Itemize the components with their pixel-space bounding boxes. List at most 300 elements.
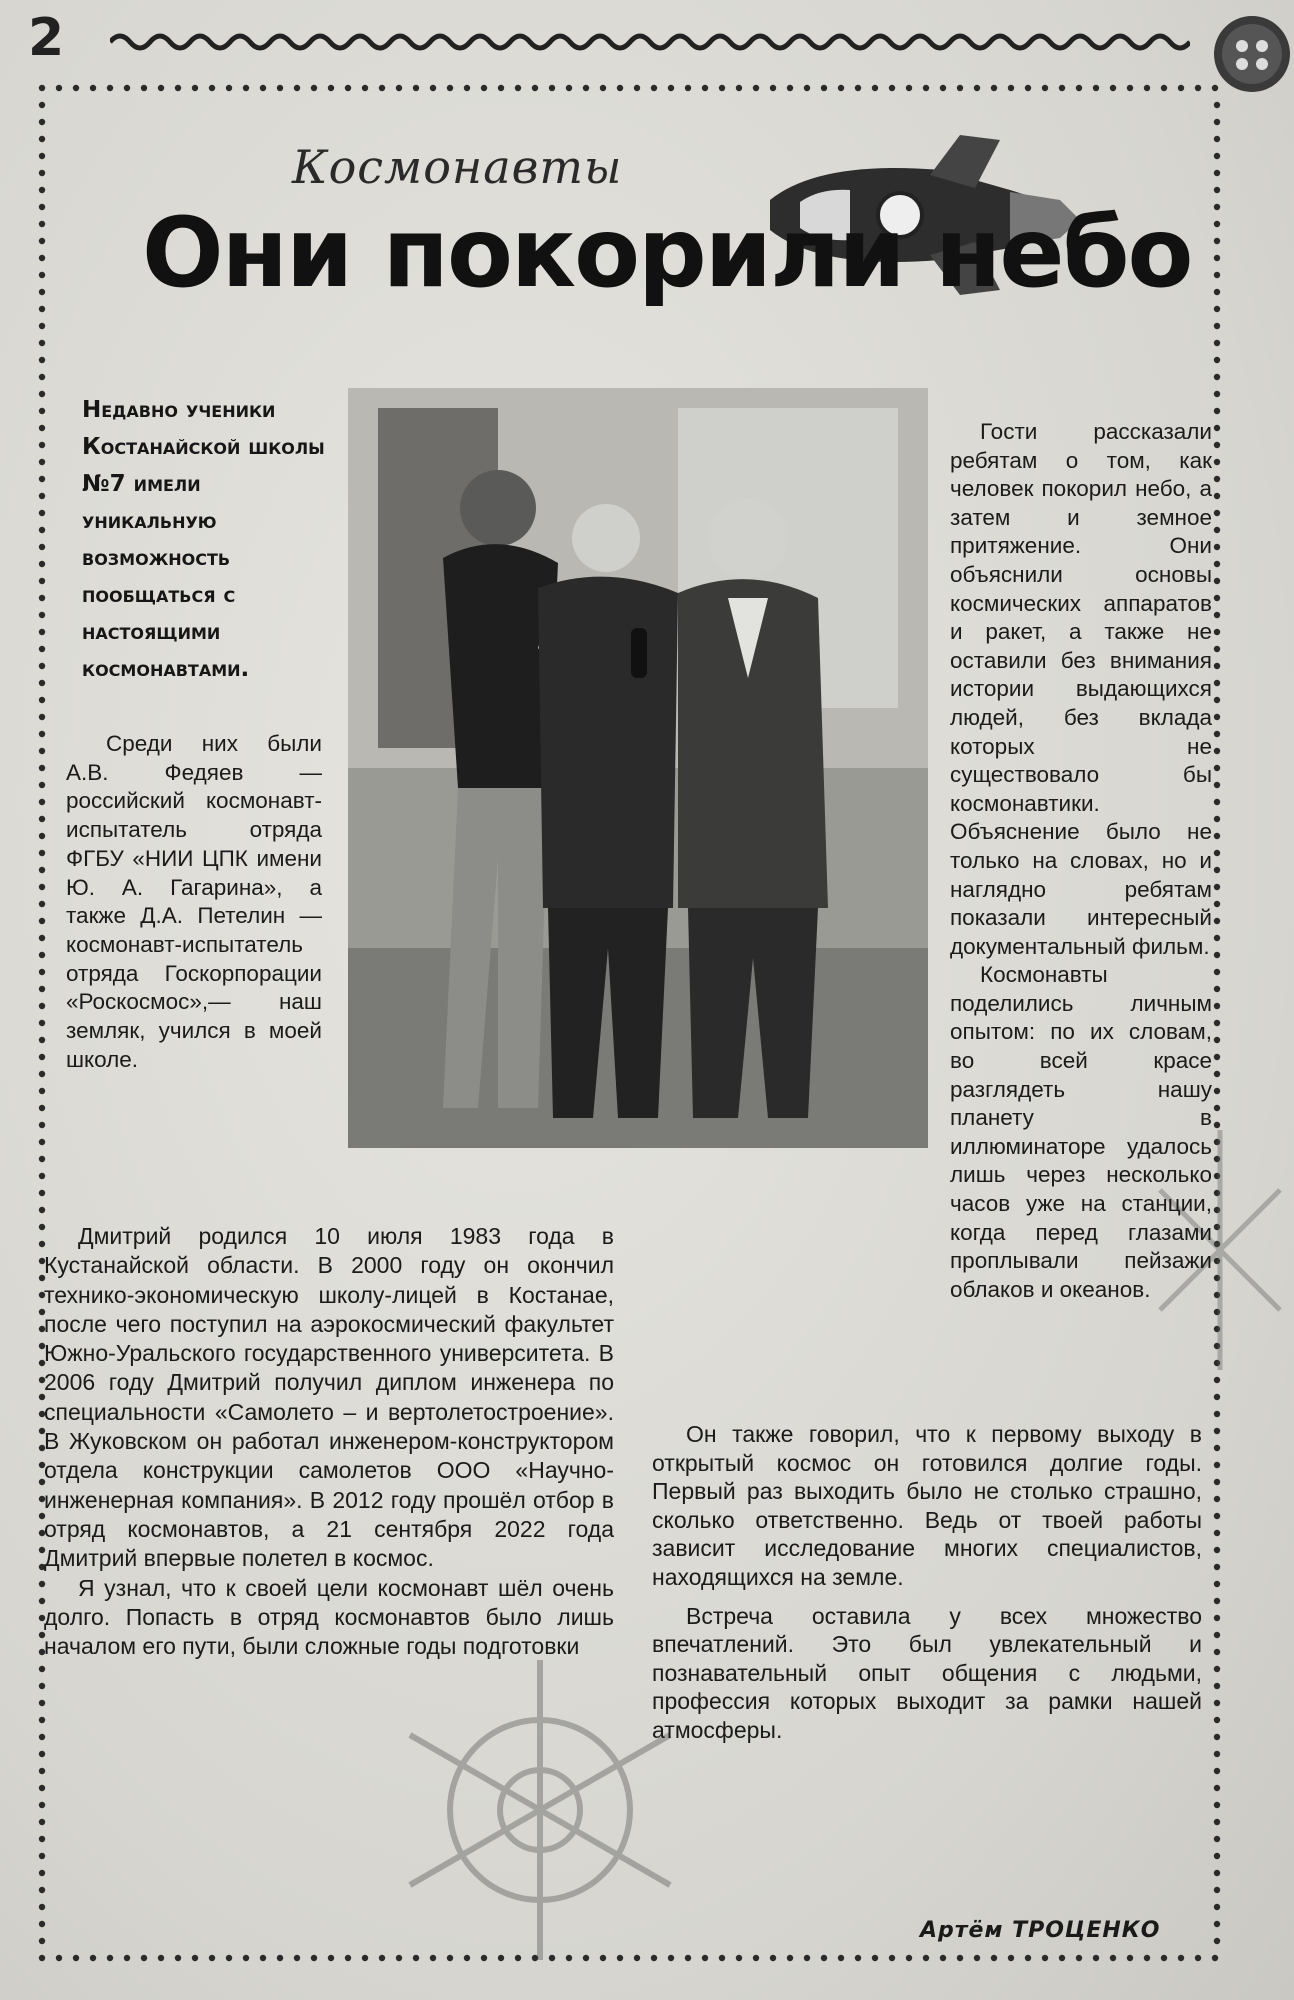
wavy-rule xyxy=(110,22,1190,62)
frame-dot xyxy=(1214,459,1220,465)
frame-dot xyxy=(39,170,45,176)
frame-dot xyxy=(600,85,606,91)
frame-dot xyxy=(90,85,96,91)
frame-dot xyxy=(1214,1020,1220,1026)
frame-dot xyxy=(1214,425,1220,431)
frame-dot xyxy=(974,85,980,91)
frame-dot xyxy=(770,1955,776,1961)
frame-dot xyxy=(1214,238,1220,244)
frame-dot xyxy=(753,1955,759,1961)
frame-dot xyxy=(1214,1394,1220,1400)
frame-dot xyxy=(719,1955,725,1961)
frame-dot xyxy=(906,1955,912,1961)
frame-dot xyxy=(464,85,470,91)
frame-dot xyxy=(804,1955,810,1961)
author-byline: Артём ТРОЦЕНКО xyxy=(920,1918,1161,1943)
frame-dot xyxy=(39,612,45,618)
frame-dot xyxy=(447,85,453,91)
frame-dot xyxy=(1214,1938,1220,1944)
frame-dot xyxy=(515,85,521,91)
frame-dot xyxy=(1214,1666,1220,1672)
frame-dot xyxy=(974,1955,980,1961)
frame-dot xyxy=(1214,816,1220,822)
frame-dot xyxy=(1214,408,1220,414)
frame-dot xyxy=(1214,1683,1220,1689)
frame-dot xyxy=(39,782,45,788)
frame-dot xyxy=(277,1955,283,1961)
frame-dot xyxy=(39,153,45,159)
frame-dot xyxy=(838,85,844,91)
frame-dot xyxy=(158,85,164,91)
frame-dot xyxy=(345,1955,351,1961)
frame-dot xyxy=(1214,1853,1220,1859)
frame-dot xyxy=(1214,1836,1220,1842)
frame-dot xyxy=(702,85,708,91)
frame-dot xyxy=(311,1955,317,1961)
frame-dot xyxy=(39,1819,45,1825)
frame-dot xyxy=(379,85,385,91)
frame-dot xyxy=(1076,1955,1082,1961)
frame-dot xyxy=(39,1734,45,1740)
frame-dot xyxy=(1214,1003,1220,1009)
frame-dot xyxy=(1161,1955,1167,1961)
frame-dot xyxy=(1214,1088,1220,1094)
frame-dot xyxy=(1214,323,1220,329)
frame-dot xyxy=(1214,850,1220,856)
frame-dot xyxy=(39,595,45,601)
frame-dot xyxy=(39,935,45,941)
frame-dot xyxy=(1214,1496,1220,1502)
frame-dot xyxy=(1214,1547,1220,1553)
frame-dot xyxy=(1214,374,1220,380)
frame-dot xyxy=(838,1955,844,1961)
frame-dot xyxy=(1214,306,1220,312)
frame-dot xyxy=(226,85,232,91)
frame-dot xyxy=(1214,663,1220,669)
paragraph: Гости рассказали ребятам о том, как человек покорил небо, а затем и земное притяжение. Они объяснили основы космических аппаратов и ракет, а также не оставили без внимания истории выдающихся людей, без вклада которых не существовало бы космонавтики. Объяснение было не только на словах, но и наглядно ребятам показали интересный документальный фильм. xyxy=(950,419,1212,959)
frame-dot xyxy=(39,765,45,771)
paragraph: Среди них были А.В. Федяев — российский космонавт-испытатель отряда ФГБУ «НИИ ЦПК имени Ю. А. Гагарина», а также Д.А. Петелин — космонавт-испытатель отряда Госкорпорации «Роскосмос»,— наш земляк, учился в моей школе. xyxy=(66,731,322,1072)
frame-dot xyxy=(1214,1598,1220,1604)
frame-dot xyxy=(940,1955,946,1961)
frame-dot xyxy=(294,85,300,91)
frame-dot xyxy=(1214,833,1220,839)
frame-dot xyxy=(685,85,691,91)
frame-dot xyxy=(1214,357,1220,363)
frame-dot xyxy=(39,799,45,805)
frame-dot xyxy=(39,476,45,482)
frame-dot xyxy=(1214,1462,1220,1468)
frame-dot xyxy=(1214,102,1220,108)
frame-dot xyxy=(719,85,725,91)
frame-dot xyxy=(1214,1819,1220,1825)
frame-dot xyxy=(1214,391,1220,397)
frame-dot xyxy=(73,1955,79,1961)
cosmonauts-photo xyxy=(348,388,928,1148)
frame-dot xyxy=(1214,527,1220,533)
frame-dot xyxy=(39,272,45,278)
frame-dot xyxy=(39,748,45,754)
frame-dot xyxy=(39,510,45,516)
frame-dot xyxy=(583,85,589,91)
frame-dot xyxy=(1214,187,1220,193)
frame-dot xyxy=(39,102,45,108)
frame-dot xyxy=(1214,629,1220,635)
frame-dot xyxy=(56,85,62,91)
frame-dot xyxy=(39,1853,45,1859)
frame-dot xyxy=(141,85,147,91)
frame-dot xyxy=(39,1717,45,1723)
frame-dot xyxy=(39,1921,45,1927)
frame-dot xyxy=(192,85,198,91)
frame-dot xyxy=(1214,255,1220,261)
frame-dot xyxy=(1214,1581,1220,1587)
frame-dot xyxy=(1214,1649,1220,1655)
frame-dot xyxy=(311,85,317,91)
frame-dot xyxy=(39,425,45,431)
frame-dot xyxy=(39,901,45,907)
frame-dot xyxy=(787,1955,793,1961)
frame-dot xyxy=(1214,493,1220,499)
frame-dot xyxy=(1214,1037,1220,1043)
frame-dot xyxy=(39,357,45,363)
frame-dot xyxy=(1214,782,1220,788)
paragraph: Дмитрий родился 10 июля 1983 года в Кустанайской области. В 2000 году он окончил технико-экономическую школу-лицей в Костанае, после чего поступил на аэрокосмический факультет Южно-Уральского государственного университета. В 2006 году Дмитрий получил диплом инженера по специальности «Самолето – и вертолетостроение». В Жуковском он работал инженером-конструктором отдела конструкции самолетов ООО «Научно-инженерная компания». В 2012 году прошёл отбор в отряд космонавтов, а 21 сентября 2022 года Дмитрий впервые полетел в космос. xyxy=(44,1223,614,1572)
frame-dot xyxy=(39,221,45,227)
frame-dot xyxy=(872,85,878,91)
frame-dot xyxy=(1214,578,1220,584)
frame-dot xyxy=(39,578,45,584)
frame-dot xyxy=(1214,136,1220,142)
frame-dot xyxy=(39,1054,45,1060)
column-text xyxy=(950,418,1212,1304)
frame-dot xyxy=(889,1955,895,1961)
frame-dot xyxy=(39,867,45,873)
frame-dot xyxy=(39,1938,45,1944)
frame-dot xyxy=(73,85,79,91)
frame-dot xyxy=(1214,1411,1220,1417)
frame-dot xyxy=(209,1955,215,1961)
frame-dot xyxy=(1214,1445,1220,1451)
frame-dot xyxy=(1195,85,1201,91)
frame-dot xyxy=(39,850,45,856)
frame-dot xyxy=(1214,1734,1220,1740)
frame-dot xyxy=(39,1751,45,1757)
frame-dot xyxy=(481,85,487,91)
frame-dot xyxy=(39,204,45,210)
frame-dot xyxy=(736,85,742,91)
frame-dot xyxy=(124,1955,130,1961)
frame-dot xyxy=(141,1955,147,1961)
frame-dot xyxy=(1076,85,1082,91)
frame-dot xyxy=(124,85,130,91)
frame-dot xyxy=(1214,612,1220,618)
frame-dot xyxy=(1214,1479,1220,1485)
frame-dot xyxy=(1214,1751,1220,1757)
frame-dot xyxy=(1178,1955,1184,1961)
lead-paragraph: Недавно ученики Костанайской школы №7 имели уникальную возможность пообщаться с настоящими космонавтами. xyxy=(82,397,325,682)
frame-dot xyxy=(1059,1955,1065,1961)
frame-dot xyxy=(1214,1513,1220,1519)
frame-dot xyxy=(617,85,623,91)
frame-dot xyxy=(39,544,45,550)
frame-dot xyxy=(1214,561,1220,567)
frame-dot xyxy=(39,646,45,652)
frame-dot xyxy=(345,85,351,91)
column-text xyxy=(44,1222,614,1661)
frame-dot xyxy=(396,85,402,91)
section-label: Космонавты xyxy=(292,140,623,194)
frame-dot xyxy=(1025,1955,1031,1961)
frame-dot xyxy=(39,238,45,244)
frame-dot xyxy=(260,85,266,91)
frame-dot xyxy=(39,1904,45,1910)
frame-dot xyxy=(1214,1921,1220,1927)
frame-dot xyxy=(1212,85,1218,91)
frame-dot xyxy=(1093,85,1099,91)
frame-dot xyxy=(1214,646,1220,652)
frame-dot xyxy=(39,1020,45,1026)
headline: Они покорили небо xyxy=(142,197,1192,309)
frame-dot xyxy=(1214,867,1220,873)
frame-dot xyxy=(651,85,657,91)
frame-dot xyxy=(1214,748,1220,754)
frame-dot xyxy=(39,391,45,397)
frame-dot xyxy=(940,85,946,91)
frame-dot xyxy=(787,85,793,91)
frame-dot xyxy=(1214,289,1220,295)
frame-dot xyxy=(39,1190,45,1196)
frame-dot xyxy=(1214,969,1220,975)
frame-dot xyxy=(957,1955,963,1961)
frame-dot xyxy=(39,1683,45,1689)
frame-dot xyxy=(804,85,810,91)
frame-dot xyxy=(1059,85,1065,91)
frame-dot xyxy=(39,493,45,499)
frame-dot xyxy=(889,85,895,91)
frame-dot xyxy=(736,1955,742,1961)
frame-dot xyxy=(39,884,45,890)
frame-dot xyxy=(39,1768,45,1774)
frame-dot xyxy=(1214,1071,1220,1077)
frame-dot xyxy=(957,85,963,91)
frame-dot xyxy=(1214,697,1220,703)
frame-dot xyxy=(1214,119,1220,125)
frame-dot xyxy=(1025,85,1031,91)
frame-dot xyxy=(1008,85,1014,91)
frame-dot xyxy=(39,680,45,686)
frame-dot xyxy=(1214,1717,1220,1723)
frame-dot xyxy=(668,85,674,91)
frame-dot xyxy=(107,1955,113,1961)
frame-dot xyxy=(702,1955,708,1961)
frame-dot xyxy=(39,323,45,329)
frame-dot xyxy=(39,119,45,125)
frame-dot xyxy=(175,85,181,91)
frame-dot xyxy=(1214,204,1220,210)
frame-dot xyxy=(39,1870,45,1876)
frame-dot xyxy=(923,1955,929,1961)
frame-dot xyxy=(107,85,113,91)
frame-dot xyxy=(39,714,45,720)
frame-dot xyxy=(39,442,45,448)
frame-dot xyxy=(498,85,504,91)
frame-dot xyxy=(1214,1870,1220,1876)
frame-dot xyxy=(1214,272,1220,278)
frame-dot xyxy=(872,1955,878,1961)
frame-dot xyxy=(39,952,45,958)
frame-dot xyxy=(1214,986,1220,992)
frame-dot xyxy=(39,255,45,261)
frame-dot xyxy=(39,1207,45,1213)
frame-dot xyxy=(294,1955,300,1961)
frame-dot xyxy=(1214,1564,1220,1570)
frame-dot xyxy=(39,136,45,142)
frame-dot xyxy=(1214,1428,1220,1434)
frame-dot xyxy=(1214,442,1220,448)
frame-dot xyxy=(413,85,419,91)
frame-dot xyxy=(1144,1955,1150,1961)
frame-dot xyxy=(1110,85,1116,91)
frame-dot xyxy=(821,1955,827,1961)
paragraph: Встреча оставила у всех множество впечатлений. Это был увлекательный и познавательный опыт общения с людьми, профессия которых выходит за рамки нашей атмосферы. xyxy=(652,1602,1202,1743)
frame-dot xyxy=(39,1122,45,1128)
frame-dot xyxy=(226,1955,232,1961)
frame-dot xyxy=(39,969,45,975)
frame-dot xyxy=(1214,595,1220,601)
frame-dot xyxy=(991,1955,997,1961)
frame-dot xyxy=(39,986,45,992)
frame-dot xyxy=(39,187,45,193)
frame-dot xyxy=(1214,170,1220,176)
frame-dot xyxy=(1214,918,1220,924)
frame-dot xyxy=(1214,901,1220,907)
page-number: 2 xyxy=(28,8,65,68)
frame-dot xyxy=(1214,476,1220,482)
frame-dot xyxy=(634,85,640,91)
frame-dot xyxy=(362,1955,368,1961)
frame-dot xyxy=(1214,510,1220,516)
frame-dot xyxy=(39,289,45,295)
frame-dot xyxy=(39,663,45,669)
frame-dot xyxy=(1214,1768,1220,1774)
frame-dot xyxy=(39,731,45,737)
frame-dot xyxy=(39,1156,45,1162)
frame-dot xyxy=(753,85,759,91)
frame-dot xyxy=(1178,85,1184,91)
frame-dot xyxy=(1212,1955,1218,1961)
frame-dot xyxy=(532,85,538,91)
frame-dot xyxy=(1127,1955,1133,1961)
frame-dot xyxy=(1214,884,1220,890)
frame-dot xyxy=(1214,680,1220,686)
frame-dot xyxy=(39,816,45,822)
frame-dot xyxy=(209,85,215,91)
frame-dot xyxy=(1214,1887,1220,1893)
frame-dot xyxy=(1214,221,1220,227)
frame-dot xyxy=(821,85,827,91)
frame-dot xyxy=(1214,1632,1220,1638)
frame-dot xyxy=(260,1955,266,1961)
frame-dot xyxy=(1214,1700,1220,1706)
frame-dot xyxy=(90,1955,96,1961)
frame-dot xyxy=(1214,544,1220,550)
frame-dot xyxy=(1110,1955,1116,1961)
frame-dot xyxy=(1214,1054,1220,1060)
paragraph: Я узнал, что к своей цели космонавт шёл очень долго. Попасть в отряд космонавтов было лишь началом его пути, были сложные годы подготовки xyxy=(44,1574,614,1660)
frame-dot xyxy=(39,1785,45,1791)
frame-dot xyxy=(39,306,45,312)
frame-dot xyxy=(158,1955,164,1961)
frame-dot xyxy=(39,1700,45,1706)
frame-dot xyxy=(1214,1904,1220,1910)
frame-dot xyxy=(1214,340,1220,346)
frame-dot xyxy=(1195,1955,1201,1961)
frame-dot xyxy=(39,918,45,924)
frame-dot xyxy=(39,527,45,533)
frame-dot xyxy=(39,1037,45,1043)
frame-dot xyxy=(855,1955,861,1961)
frame-dot xyxy=(39,629,45,635)
frame-dot xyxy=(430,85,436,91)
frame-dot xyxy=(1093,1955,1099,1961)
frame-dot xyxy=(39,1666,45,1672)
frame-dot xyxy=(1214,731,1220,737)
frame-dot xyxy=(39,408,45,414)
frame-dot xyxy=(39,1139,45,1145)
frame-dot xyxy=(39,340,45,346)
frame-dot xyxy=(39,833,45,839)
frame-dot xyxy=(277,85,283,91)
frame-dot xyxy=(39,1071,45,1077)
frame-dot xyxy=(39,1955,45,1961)
paragraph: Космонавты поделились личным опытом: по их словам, во всей красе разглядеть нашу планету в иллюминаторе удалось лишь через несколько часов уже на станции, когда перед глазами проплывали пейзажи облаков и океанов. xyxy=(950,962,1212,1302)
frame-dot xyxy=(1042,1955,1048,1961)
photo xyxy=(348,388,928,1148)
frame-dot xyxy=(1214,1530,1220,1536)
frame-dot xyxy=(175,1955,181,1961)
frame-dot xyxy=(56,1955,62,1961)
frame-dot xyxy=(39,1173,45,1179)
frame-dot xyxy=(1214,1105,1220,1111)
frame-dot xyxy=(770,85,776,91)
frame-dot xyxy=(1214,1785,1220,1791)
frame-dot xyxy=(1214,935,1220,941)
frame-dot xyxy=(1214,714,1220,720)
frame-dot xyxy=(243,85,249,91)
frame-dot xyxy=(1008,1955,1014,1961)
frame-dot xyxy=(39,1887,45,1893)
frame-dot xyxy=(39,1105,45,1111)
frame-dot xyxy=(39,1836,45,1842)
frame-dot xyxy=(39,1003,45,1009)
frame-dot xyxy=(39,85,45,91)
frame-dot xyxy=(1161,85,1167,91)
frame-dot xyxy=(328,85,334,91)
frame-dot xyxy=(566,85,572,91)
paragraph: Он также говорил, что к первому выходу в открытый космос он готовился долгие годы. Первый раз выходить было не столько страшно, сколько ответственно. Ведь от твоей работы зависит исследование многих специалистов, находящихся на земле. xyxy=(652,1421,1202,1590)
frame-dot xyxy=(39,697,45,703)
frame-dot xyxy=(39,1802,45,1808)
frame-dot xyxy=(1042,85,1048,91)
frame-dot xyxy=(362,85,368,91)
frame-dot xyxy=(1214,1615,1220,1621)
column-text xyxy=(66,730,322,1074)
frame-dot xyxy=(1214,153,1220,159)
frame-dot xyxy=(1127,85,1133,91)
frame-dot xyxy=(923,85,929,91)
column-text xyxy=(652,1420,1202,1745)
